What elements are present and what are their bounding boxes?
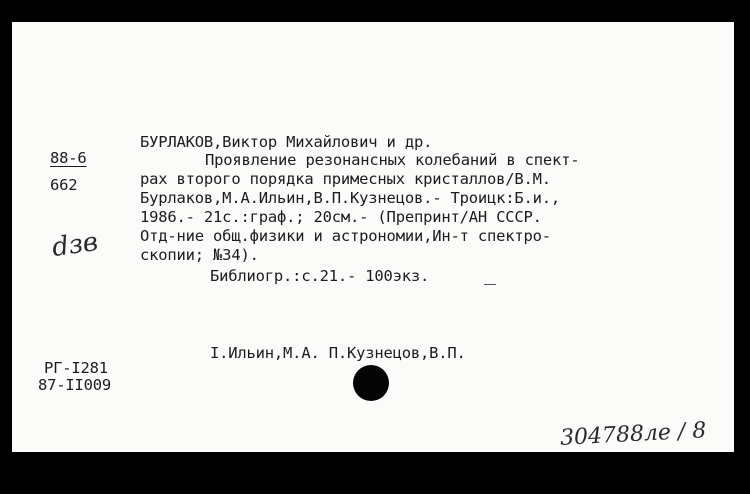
card-punch-hole — [353, 365, 389, 401]
description-line-2: рах второго порядка примесных кристаллов/В.М. — [140, 170, 551, 188]
handwritten-footer: 304788ле / 8 — [559, 418, 707, 451]
control-number-2: 87-II009 — [38, 376, 112, 394]
bibliography-line: Библиогр.:с.21.- 100экз. — [210, 267, 430, 285]
control-number-1: РГ-I281 — [44, 359, 108, 377]
description-line-6: скопии; №34). — [140, 246, 259, 264]
added-entries: I.Ильин,М.А. П.Кузнецов,В.П. — [210, 344, 466, 362]
author-heading: БУРЛАКОВ,Виктор Михайлович и др. — [140, 133, 433, 151]
call-number: 88-6 — [50, 149, 87, 167]
catalog-card — [12, 22, 734, 452]
description-line-5: Отд-ние общ.физики и астрономии,Ин-т спектро- — [140, 227, 551, 245]
stray-mark — [484, 284, 496, 285]
description-line-1: Проявление резонансных колебаний в спект- — [205, 151, 580, 169]
description-line-4: 1986.- 21с.:граф.; 20см.- (Препринт/АН СССР. — [140, 208, 542, 226]
call-number-sub: 662 — [50, 176, 78, 194]
handwritten-mark: dзв — [50, 226, 100, 264]
description-line-3: Бурлаков,М.А.Ильин,В.П.Кузнецов.- Троицк:Б.и., — [140, 189, 561, 207]
